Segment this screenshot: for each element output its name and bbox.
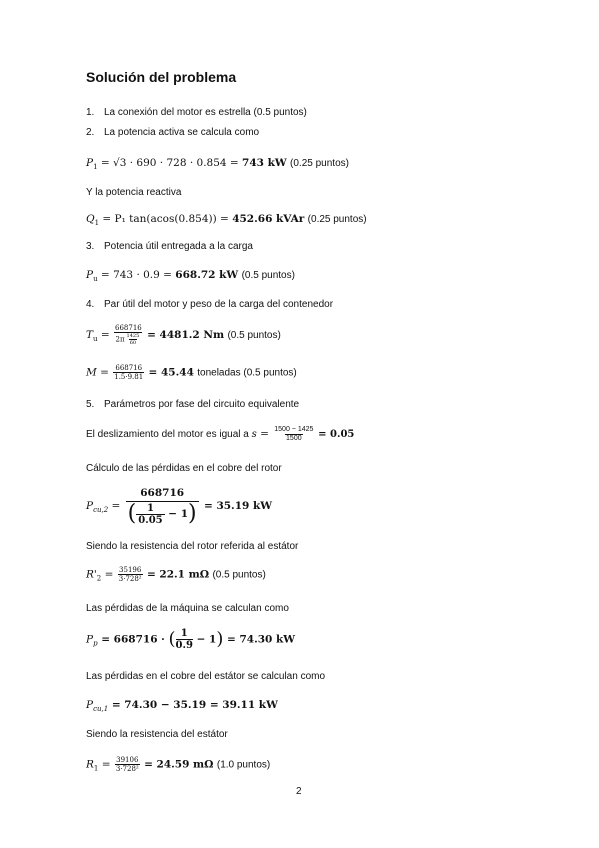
- r2-label: Siendo la resistencia del rotor referida al estátor: [86, 541, 299, 552]
- item-number: 2.: [86, 127, 95, 138]
- fraction-denominator: [114, 332, 142, 346]
- eq-body: = 743 · 0.9 =: [97, 269, 176, 281]
- fraction-numerator: 668716: [115, 364, 143, 372]
- equation-pp: $P_p = 668716$ · ( $\frac{1}{0.9}$ − 1) = 74.30 kW: [86, 628, 296, 651]
- eq-subscript: cu,1: [93, 705, 109, 714]
- item-text: La conexión del motor es estrella (0.5 puntos): [104, 107, 307, 118]
- fraction-denominator: 1.5·9.81: [114, 373, 144, 381]
- den-prefix: 2π: [115, 335, 125, 344]
- slip-symbol: s: [251, 429, 257, 441]
- reactive-label: Y la potencia reactiva: [86, 187, 182, 198]
- eq-fraction: [273, 426, 314, 443]
- fraction-denominator: 3·728²: [118, 575, 142, 583]
- eq-fraction: [114, 324, 143, 346]
- equation-pu: [86, 268, 295, 286]
- equation-m: M = $\frac{668716}{1.5\cdot 9.81}$ = 45.44 toneladas (0.5 puntos): [86, 364, 297, 381]
- equation-pcu2: $P_{cu,2}$ = 668716 ( $\frac{1}{0.05}$ − 1) = 35.19 kW: [86, 487, 273, 526]
- equation-tu: $T_u$ = 668716 2π $\frac{1425}{60}$ = 4481.2 Nm (0.5 puntos): [86, 324, 281, 346]
- fraction-denominator: 1500: [286, 435, 302, 442]
- item-text: Par útil del motor y peso de la carga del contenedor: [104, 299, 334, 310]
- equation-pcu1: [86, 698, 278, 716]
- list-item-4: [86, 298, 333, 312]
- eq-body: = 74.30 − 35.19 = 39.11 kW: [108, 699, 278, 711]
- pp-label: Las pérdidas de la máquina se calculan como: [86, 603, 289, 614]
- list-item-2: [86, 126, 259, 140]
- eq-symbol: P: [86, 633, 94, 646]
- eq-subscript: 1: [94, 219, 100, 228]
- eq-result: 668.72 kW: [175, 269, 239, 281]
- r1-label: Siendo la resistencia del estátor: [86, 729, 228, 740]
- fraction-numerator: 39106: [116, 756, 139, 764]
- page-number: 2: [296, 786, 302, 797]
- eq-fraction: [113, 364, 144, 381]
- eq-subscript: p: [93, 639, 98, 648]
- equation-r2: $R'_2$ = $\frac{35196}{\text{3·728²}}$ = 22.1 mΩ (0.5 puntos): [86, 566, 266, 583]
- eq-symbol: M: [86, 366, 97, 379]
- item-text: Parámetros por fase del circuito equivalente: [104, 399, 300, 410]
- eq-result: = 0.05: [318, 429, 355, 441]
- eq-result: = 35.19 kW: [203, 500, 273, 512]
- inner-fraction: [176, 628, 193, 651]
- fraction-numerator: 1500 − 1425: [274, 426, 314, 433]
- eq-subscript: 1: [93, 764, 99, 773]
- eq-points: (0.25 puntos): [290, 158, 349, 169]
- eq-result: = 4481.2 Nm: [147, 329, 225, 341]
- item-text: Potencia útil entregada a la carga: [104, 241, 253, 252]
- eq-result: 452.66 kVAr: [232, 213, 305, 225]
- eq-result: = 22.1 mΩ: [146, 568, 210, 581]
- eq-subscript: u: [93, 275, 98, 284]
- fraction-numerator: 668716: [140, 487, 185, 499]
- inner-denominator: 0.9: [175, 640, 193, 651]
- item-number: 4.: [86, 299, 95, 310]
- page-title: Solución del problema: [86, 69, 237, 85]
- eq-body: = P₁ tan(acos(0.854)) =: [99, 213, 233, 225]
- pcu1-label: Las pérdidas en el cobre del estátor se calculan como: [86, 671, 326, 682]
- eq-result: 743 kW: [242, 157, 287, 169]
- eq-fraction: [115, 756, 140, 773]
- list-item-1: [86, 106, 307, 120]
- eq-body: = √3 · 690 · 728 · 0.854 =: [97, 157, 243, 169]
- eq-fraction: [118, 566, 143, 583]
- equation-q1: [86, 212, 367, 230]
- eq-symbol: P: [86, 157, 94, 169]
- inner-numerator: 1: [180, 628, 188, 639]
- slip-label: El deslizamiento del motor es igual a: [86, 429, 252, 441]
- eq-points: (0.5 puntos): [241, 270, 295, 281]
- eq-symbol: R: [86, 758, 94, 771]
- eq-tail: toneladas (0.5 puntos): [197, 367, 297, 379]
- eq-subscript: cu,2: [93, 506, 109, 515]
- eq-result: = 24.59 mΩ: [144, 758, 214, 771]
- equation-r1: $R_1$ = $\frac{39106}{\text{3·728²}}$ = 24.59 mΩ (1.0 puntos): [86, 756, 271, 773]
- inner-minus: − 1: [164, 508, 189, 520]
- eq-result: = 45.44: [148, 366, 194, 379]
- fraction-denominator: ( $\frac{1}{0.05}$ − 1): [127, 501, 197, 526]
- item-text: La potencia activa se calcula como: [104, 127, 260, 138]
- fraction-numerator: 35196: [119, 566, 142, 574]
- equation-p1: [86, 156, 349, 174]
- item-number: 3.: [86, 241, 95, 252]
- eq-symbol: T: [86, 329, 94, 341]
- inner-numerator: 1: [146, 502, 154, 514]
- item-number: 5.: [86, 399, 95, 410]
- eq-symbol: Q: [86, 213, 95, 225]
- eq-symbol: P: [86, 500, 94, 512]
- list-item-5: [86, 398, 299, 412]
- eq-points: (0.25 puntos): [307, 214, 367, 225]
- inner-denominator: 0.05: [138, 514, 163, 526]
- fraction-denominator: 3·728²: [115, 765, 139, 773]
- nested-fraction: [126, 333, 141, 346]
- eq-points: (0.5 puntos): [212, 569, 266, 581]
- eq-result: = 74.30 kW: [223, 633, 296, 646]
- eq-symbol: R': [86, 568, 97, 581]
- eq-subscript: 1: [93, 163, 98, 172]
- eq-points: (0.5 puntos): [227, 330, 281, 341]
- eq-body: = 668716 ·: [97, 633, 169, 646]
- slip-line: El deslizamiento del motor es igual a s = $\frac{1500 - 1425}{1500}$ = 0.05: [86, 426, 355, 442]
- eq-points: (1.0 puntos): [216, 759, 271, 771]
- list-item-3: [86, 240, 253, 254]
- nested-numerator: 1425: [126, 333, 140, 339]
- eq-fraction: [126, 486, 199, 526]
- nested-denominator: 60: [129, 340, 137, 346]
- eq-subscript: 2: [96, 574, 102, 583]
- item-number: 1.: [86, 107, 95, 118]
- eq-symbol: P: [86, 269, 94, 281]
- eq-symbol: P: [86, 699, 94, 711]
- pcu2-label: Cálculo de las pérdidas en el cobre del rotor: [86, 463, 282, 474]
- eq-subscript: u: [93, 335, 98, 344]
- fraction-numerator: 668716: [115, 324, 142, 332]
- inner-fraction: [136, 503, 164, 526]
- inner-minus: − 1: [192, 633, 217, 646]
